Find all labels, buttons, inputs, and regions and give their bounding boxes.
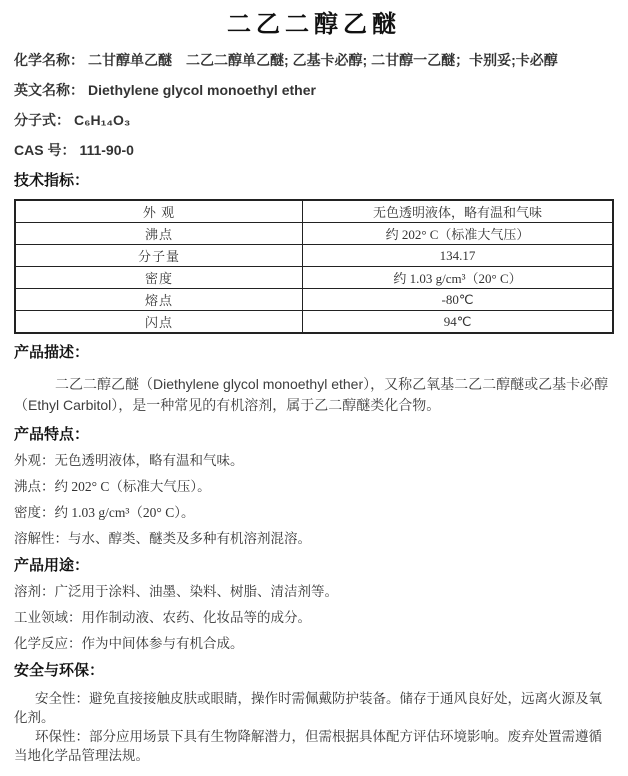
chemical-name-label: 化学名称：: [14, 52, 84, 68]
cas-value: 111-90-0: [79, 142, 134, 158]
cas-row: [14, 142, 614, 159]
description-heading: 产品描述：: [14, 344, 90, 361]
description-paragraph: 二乙二醇乙醚（Diethylene glycol monoethyl ether），又称乙氧基二乙二醇醚或乙基卡必醇（Ethyl Carbitol），是一种常见的有机溶剂，属于乙二醇醚类化合物。: [14, 376, 609, 413]
use-item: 工业领域：用作制动液、农药、化妆品等的成分。: [14, 610, 311, 625]
safety-paragraph: 环保性：部分应用场景下具有生物降解潜力，但需根据具体配方评估环境影响。废弃处置需遵循当地化学品管理法规。: [14, 729, 602, 763]
spec-label-cell: 密度: [15, 267, 303, 289]
chemical-name-row: [14, 52, 614, 69]
english-name-row: [14, 82, 614, 99]
formula-label: 分子式：: [14, 112, 70, 128]
feature-item: 外观：无色透明液体，略有温和气味。: [14, 453, 244, 468]
feature-item: 密度：约 1.03 g/cm³（20° C）。: [14, 505, 195, 520]
spec-value-cell: 约 1.03 g/cm³（20° C）: [303, 267, 614, 289]
spec-label-cell: 沸点: [15, 223, 303, 245]
page-title: 二乙二醇乙醚: [227, 11, 401, 38]
spec-value-cell: 无色透明液体，略有温和气味: [303, 200, 614, 223]
english-name-value: Diethylene glycol monoethyl ether: [88, 82, 316, 98]
table-row: [15, 200, 613, 223]
use-item: 溶剂：广泛用于涂料、油墨、染料、树脂、清洁剂等。: [14, 584, 338, 599]
spec-label-cell: 外 观: [15, 200, 303, 223]
feature-item: 沸点：约 202° C（标准大气压）。: [14, 479, 211, 494]
uses-heading: 产品用途：: [14, 557, 90, 574]
spec-value-cell: 94℃: [303, 311, 614, 334]
table-row: [15, 289, 613, 311]
safety-paragraph: 安全性：避免直接接触皮肤或眼睛，操作时需佩戴防护装备。储存于通风良好处，远离火源及氧化剂。: [14, 691, 602, 725]
feature-item: 溶解性：与水、醇类、醚类及多种有机溶剂混溶。: [14, 531, 311, 546]
tech-specs-heading: 技术指标：: [14, 172, 90, 189]
formula-row: [14, 112, 614, 129]
formula-value: C₆H₁₄O₃: [74, 112, 131, 128]
spec-label-cell: 分子量: [15, 245, 303, 267]
safety-heading: 安全与环保：: [14, 662, 105, 679]
english-name-label: 英文名称：: [14, 82, 84, 98]
table-row: [15, 311, 613, 334]
chemical-name-value: 二甘醇单乙醚 二乙二醇单乙醚; 乙基卡必醇; 二甘醇一乙醚；卡别妥;卡必醇: [88, 52, 558, 68]
table-row: [15, 245, 613, 267]
table-row: [15, 223, 613, 245]
spec-label-cell: 闪点: [15, 311, 303, 334]
cas-label: CAS 号：: [14, 142, 76, 158]
tech-specs-table: [14, 199, 614, 334]
spec-value-cell: 约 202° C（标准大气压）: [303, 223, 614, 245]
spec-value-cell: 134.17: [303, 245, 614, 267]
features-heading: 产品特点：: [14, 426, 90, 443]
spec-label-cell: 熔点: [15, 289, 303, 311]
spec-value-cell: -80℃: [303, 289, 614, 311]
table-row: [15, 267, 613, 289]
use-item: 化学反应：作为中间体参与有机合成。: [14, 636, 244, 651]
